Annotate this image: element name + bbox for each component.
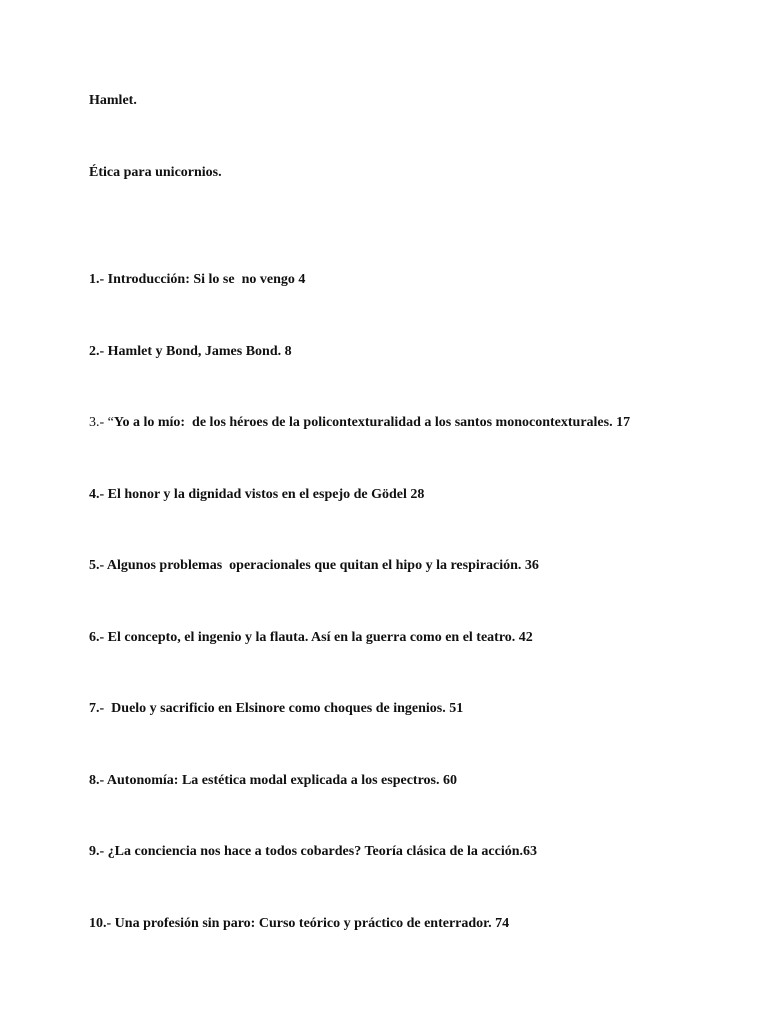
toc-entry-4 — [89, 487, 424, 503]
toc-text: Autonomía: La estética modal explicada a los espectros. 60 — [104, 773, 458, 788]
toc-number: 8.- — [89, 773, 105, 788]
toc-number: 2.- — [89, 344, 105, 359]
toc-number: 3.- “ — [89, 415, 114, 430]
toc-text: Algunos problemas operacionales que quitan el hipo y la respiración. 36 — [104, 558, 539, 573]
toc-text: Introducción: Si lo se no vengo 4 — [104, 272, 306, 287]
toc-text: ¿La conciencia nos hace a todos cobardes? Teoría clásica de la acción.63 — [104, 844, 537, 859]
toc-number: 5.- — [89, 558, 105, 573]
toc-text: Yo a lo mío: de los héroes de la policontexturalidad a los santos monocontexturales. 17 — [113, 415, 631, 430]
document-title: Hamlet. — [89, 93, 137, 108]
document-subtitle: Ética para unicornios. — [89, 165, 222, 180]
toc-text: Una profesión sin paro: Curso teórico y práctico de enterrador. 74 — [111, 916, 510, 931]
toc-entry-2 — [89, 344, 292, 360]
toc-entry-5 — [89, 558, 539, 574]
toc-text: El concepto, el ingenio y la flauta. Así en la guerra como en el teatro. 42 — [104, 630, 533, 645]
toc-entry-7 — [89, 701, 463, 717]
toc-entry-10 — [89, 916, 509, 932]
toc-number: 7.- — [89, 701, 105, 716]
toc-text: Hamlet y Bond, James Bond. 8 — [104, 344, 292, 359]
toc-entry-6 — [89, 630, 533, 646]
toc-number: 4.- — [89, 487, 105, 502]
toc-number: 6.- — [89, 630, 105, 645]
toc-entry-8 — [89, 773, 457, 789]
toc-text: El honor y la dignidad vistos en el espejo de Gödel 28 — [104, 487, 425, 502]
toc-text: Duelo y sacrificio en Elsinore como choques de ingenios. 51 — [104, 701, 464, 716]
toc-number: 9.- — [89, 844, 105, 859]
toc-entry-3 — [89, 415, 630, 431]
toc-entry-9 — [89, 844, 537, 860]
toc-entry-1 — [89, 272, 305, 288]
toc-number: 10.- — [89, 916, 112, 931]
toc-number: 1.- — [89, 272, 105, 287]
